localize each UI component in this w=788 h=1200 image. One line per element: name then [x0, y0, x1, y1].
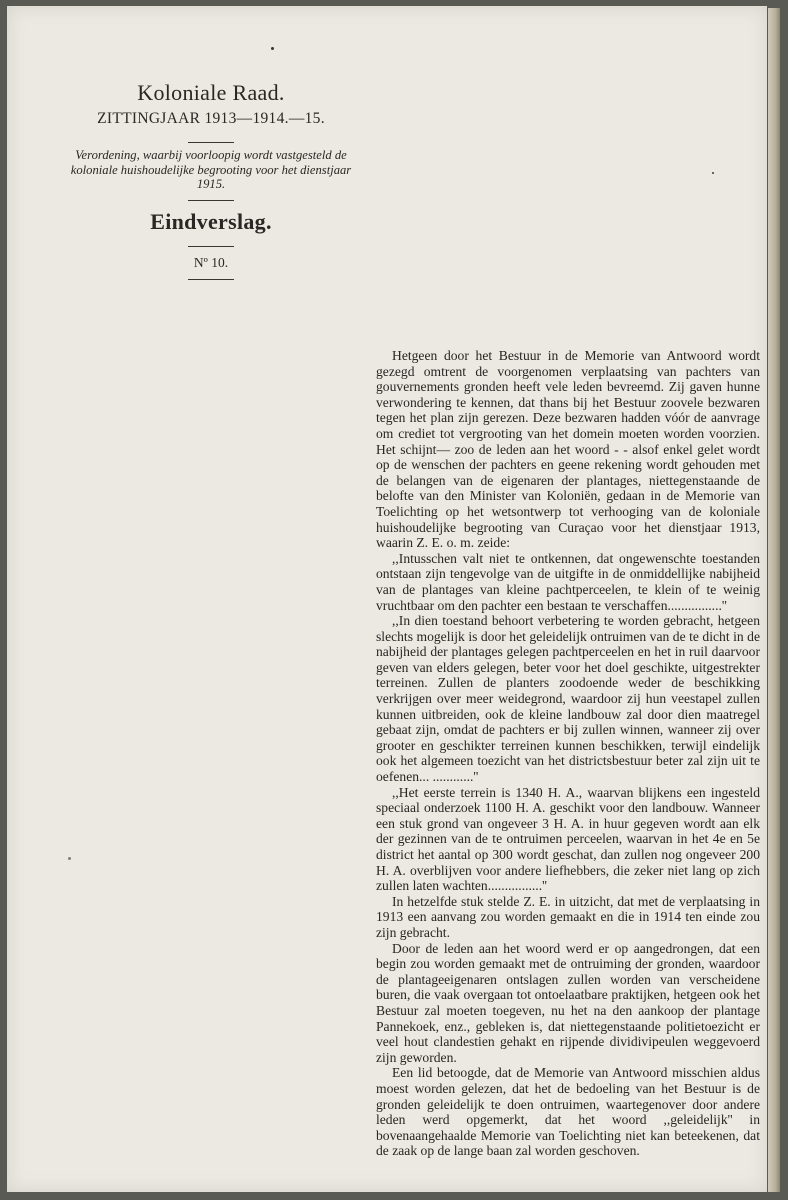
- paragraph: Een lid betoogde, dat de Memorie van Antwoord misschien aldus moest worden gelezen, dat het de bedoeling van het Bestuur is de gronden geleidelijk te doen ontruimen, waartegenover door andere leden werd opgemerkt, dat het woord ,,geleidelijk'' in bovenaangehaalde Memorie van Toelichting niet kan beteekenen, dat de zaak op de lange baan zal worden geschoven.: [376, 1065, 760, 1159]
- document-header: [69, 76, 353, 280]
- ink-speck: [712, 172, 714, 174]
- divider: [188, 279, 234, 280]
- paper-sheet: [7, 6, 767, 1192]
- ink-speck: [68, 857, 71, 860]
- paragraph: Hetgeen door het Bestuur in de Memorie van Antwoord wordt gezegd omtrent de voorgenomen verplaatsing van pachters van gouvernements gronden heeft vele leden bevreemd. Zij gaven hunne verwondering te kennen, dat thans bij het Bestuur zoovele bezwaren tegen het plan zijn gerezen. Deze bezwaren hadden vóór de aanvrage om crediet tot vergrooting van het domein moeten worden voorzien. Het schijnt— zoo de leden aan het woord - - alsof enkel gelet wordt op de wenschen der pachters en geene rekening wordt gehouden met de belangen van de eigenaren der plantages, niettegenstaande de belofte van den Minister van Koloniën, gedaan in de Memorie van Toelichting op het wetsontwerp tot verhooging van de koloniale huishoudelijke begrooting van Curaçao voor het dienstjaar 1913, waarin Z. E. o. m. zeide:: [376, 348, 760, 551]
- session-year: ZITTINGJAAR 1913—1914.—15.: [97, 110, 325, 127]
- divider: [188, 200, 234, 201]
- divider: [188, 142, 234, 143]
- ordinance-subject: Verordening, waarbij voorloopig wordt vastgesteld de koloniale huishoudelijke begrooting voor het dienstjaar 1915.: [70, 148, 352, 191]
- paragraph: ,,Intusschen valt niet te ontkennen, dat ongewenschte toestanden ontstaan zijn tengevolge van de uitgifte in de onmiddellijke nabijheid van de plantages van kleine pachtperceelen, te klein of te weinig vruchtbaar om den pachter een bestaan te verschaffen................'': [376, 550, 760, 613]
- paragraph: In hetzelfde stuk stelde Z. E. in uitzicht, dat met de verplaatsing in 1913 een aanvang zou worden gemaakt en die in 1914 ten einde zou zijn gebracht.: [376, 893, 760, 940]
- ink-speck: [271, 47, 274, 50]
- document-number: Nº 10.: [193, 254, 229, 270]
- report-heading: Eindverslag.: [150, 208, 272, 234]
- book-binding-edge: [768, 8, 780, 1192]
- paragraph: Door de leden aan het woord werd er op aangedrongen, dat een begin zou worden gemaakt met de ontruiming der gronden, waardoor de plantageeigenaren ontslagen zullen worden van verscheidene buren, die vaak overgaan tot ontoelaatbare praktijken, hetgeen ook het Bestuur zal moeten toegeven, nu het na den aankoop der plantage Pannekoek, enz., gebleken is, dat niettegenstaande politietoezicht er veel hout clandestien gehakt en rijpende dividivipeulen weggevoerd zijn geworden.: [376, 940, 760, 1065]
- paragraph: ,,Het eerste terrein is 1340 H. A., waarvan blijkens een ingesteld speciaal onderzoek 1100 H. A. geschikt voor den landbouw. Wanneer een stuk grond van ongeveer 3 H. A. in huur gegeven wordt aan elk der gezinnen van de te ontruimen perceelen, waarvan in het 4e en 5e district het aantal op 300 wordt geschat, dan zullen nog ongeveer 200 H. A. overblijven voor andere liefhebbers, die zeker niet lang op zich zullen laten wachten................'': [376, 784, 760, 894]
- report-body: [376, 348, 760, 1159]
- divider: [188, 246, 234, 247]
- council-title: Koloniale Raad.: [137, 80, 285, 105]
- paragraph: ,,In dien toestand behoort verbetering te worden gebracht, hetgeen slechts mogelijk is door het geleidelijk ontruimen van de te dicht in de nabijheid der plantages gelegen pachtperceelen en het in ruil daarvoor geven van elders gelegen, beter voor het doel geschikte, uitgestrekter terreinen. Zullen de planters zoodoende weder de beschikking verkrijgen over meer weidegrond, waardoor zij hun veestapel zullen kunnen uitbreiden, ook de kleine landbouw zal door dien maatregel gebaat zijn, omdat de pachters er bij zullen winnen, wanneer zij over grooter en geschikter terreinen kunnen beschikken, terwijl eindelijk ook het algemeen toezicht van het districtsbestuur beter zal zijn uit te oefenen... ............'': [376, 613, 760, 785]
